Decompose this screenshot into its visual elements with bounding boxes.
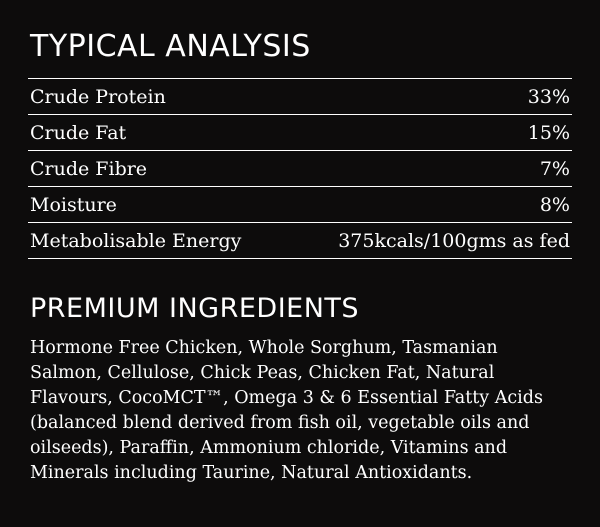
analysis-label: Crude Fat xyxy=(30,122,127,144)
analysis-value: 15% xyxy=(527,122,570,144)
table-row xyxy=(28,187,572,223)
typical-analysis-table xyxy=(28,78,572,259)
analysis-value: 7% xyxy=(539,158,570,180)
analysis-label: Metabolisable Energy xyxy=(30,230,242,252)
table-row xyxy=(28,79,572,115)
analysis-label: Moisture xyxy=(30,194,117,216)
typical-analysis-heading: TYPICAL ANALYSIS xyxy=(30,29,311,64)
analysis-label: Crude Fibre xyxy=(30,158,148,180)
section-spacer xyxy=(28,265,572,293)
analysis-label: Crude Protein xyxy=(30,86,166,108)
analysis-value: 33% xyxy=(527,86,570,108)
analysis-value: 8% xyxy=(539,194,570,216)
table-row xyxy=(28,151,572,187)
premium-ingredients-heading: PREMIUM INGREDIENTS xyxy=(30,293,360,324)
table-row xyxy=(28,115,572,151)
table-row xyxy=(28,223,572,259)
ingredients-text: Hormone Free Chicken, Whole Sorghum, Tasmanian Salmon, Cellulose, Chick Peas, Chicken Fat, Natural Flavours, CocoMCT™, Omega 3 & 6 Essential Fatty Acids (balanced blend derived from fish oil, vegetable oils and oilseeds), Paraffin, Ammonium chloride, Vitamins and Minerals including Taurine, Natural Antioxidants. xyxy=(30,338,543,483)
analysis-value: 375kcals/100gms as fed xyxy=(338,230,570,252)
